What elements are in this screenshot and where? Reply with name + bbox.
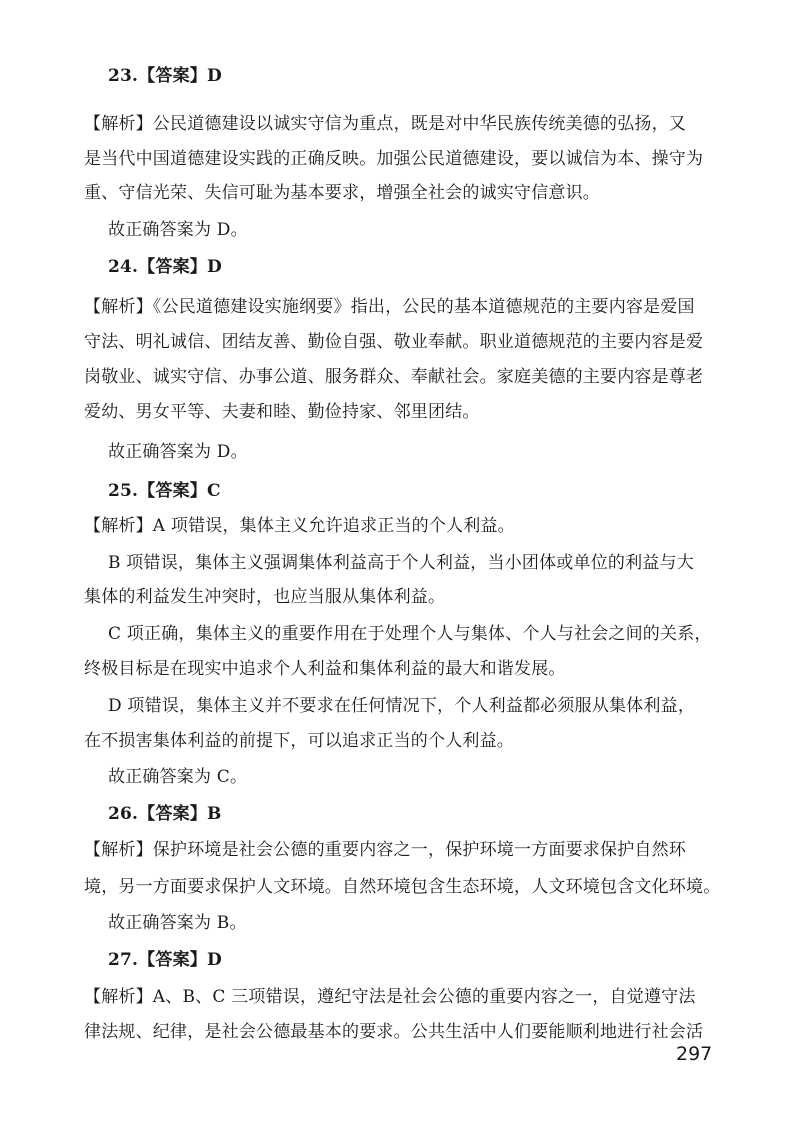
explanation-25-line-5: 终极目标是在现实中追求个人利益和集体利益的最大和谐发展。 (84, 659, 566, 679)
explanation-24-line-2: 守法、明礼诚信、团结友善、勤俭自强、敬业奉献。职业道德规范的主要内容是爱 (84, 332, 704, 352)
explanation-23-line-2: 是当代中国道德建设实践的正确反映。加强公民道德建设，要以诚信为本、操守为 (84, 149, 704, 169)
explanation-23-line-3: 重、守信光荣、失信可耻为基本要求，增强全社会的诚实守信意识。 (84, 183, 600, 203)
conclusion-24: 故正确答案为 D。 (108, 442, 248, 462)
answer-heading-24: 24.【答案】D (108, 257, 222, 277)
explanation-25-line-1: 【解析】A 项错误，集体主义允许追求正当的个人利益。 (84, 516, 515, 536)
explanation-25-line-4: C 项正确，集体主义的重要作用在于处理个人与集体、个人与社会之间的关系， (108, 624, 712, 644)
explanation-25-line-6: D 项错误，集体主义并不要求在任何情况下，个人利益都必须服从集体利益， (108, 696, 696, 716)
explanation-27-line-1: 【解析】A、B、C 三项错误，遵纪守法是社会公德的重要内容之一，自觉遵守法 (84, 987, 696, 1007)
explanation-26-line-2: 境，另一方面要求保护人文环境。自然环境包含生态环境，人文环境包含文化环境。 (84, 877, 721, 897)
answer-heading-27: 27.【答案】D (108, 950, 222, 970)
explanation-26-line-1: 【解析】保护环境是社会公德的重要内容之一，保护环境一方面要求保护自然环 (84, 840, 686, 860)
explanation-25-line-3: 集体的利益发生冲突时，也应当服从集体利益。 (84, 587, 446, 607)
explanation-25-line-2: B 项错误，集体主义强调集体利益高于个人利益，当小团体或单位的利益与大 (108, 553, 694, 573)
conclusion-23: 故正确答案为 D。 (108, 220, 248, 240)
conclusion-25: 故正确答案为 C。 (108, 767, 248, 787)
conclusion-26: 故正确答案为 B。 (108, 913, 247, 933)
explanation-24-line-1: 【解析】《公民道德建设实施纲要》指出，公民的基本道德规范的主要内容是爱国 (84, 297, 695, 317)
explanation-24-line-3: 岗敬业、诚实守信、办事公道、服务群众、奉献社会。家庭美德的主要内容是尊老 (84, 367, 704, 387)
answer-heading-23: 23.【答案】D (108, 66, 222, 86)
page-number: 297 (676, 1043, 713, 1065)
answer-heading-26: 26.【答案】B (108, 804, 222, 824)
explanation-24-line-4: 爱幼、男女平等、夫妻和睦、勤俭持家、邻里团结。 (84, 402, 480, 422)
explanation-27-line-2: 律法规、纪律，是社会公德最基本的要求。公共生活中人们要能顺利地进行社会活 (84, 1022, 704, 1042)
explanation-25-line-7: 在不损害集体利益的前提下，可以追求正当的个人利益。 (84, 731, 514, 751)
explanation-23-line-1: 【解析】公民道德建设以诚实守信为重点，既是对中华民族传统美德的弘扬，又 (84, 114, 686, 134)
answer-heading-25: 25.【答案】C (108, 481, 221, 501)
